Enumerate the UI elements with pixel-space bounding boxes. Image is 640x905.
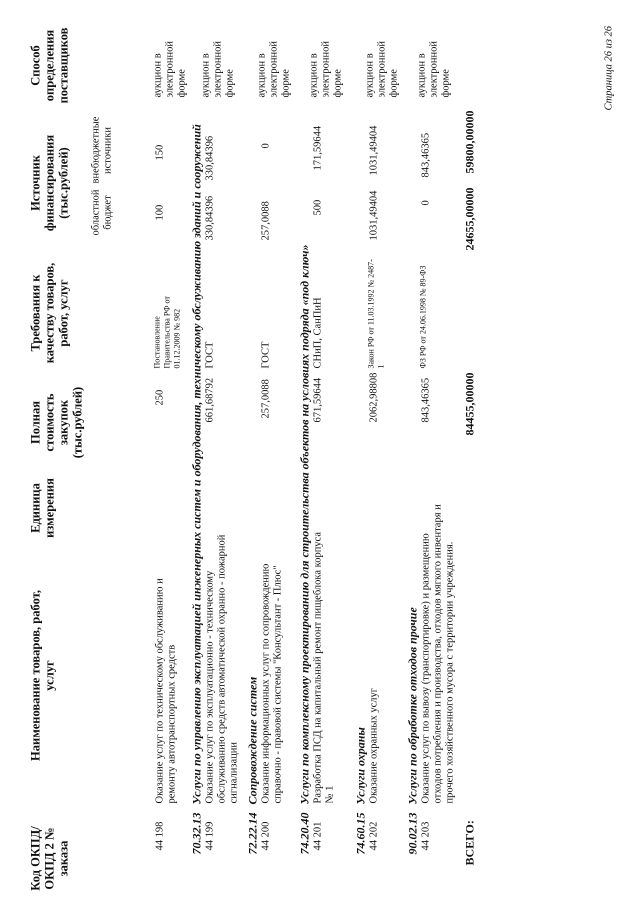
row-code: 44 203 (420, 821, 431, 850)
row-method: аукцион в электронной форме (416, 40, 451, 97)
header-requirements: Требования к качеству товаров, работ, услуг (28, 262, 70, 363)
header-funding-regional: областной бюджет (90, 189, 113, 235)
section-name: Услуги по обработке отходов прочие (405, 606, 419, 804)
row-requirements: ГОСТ (260, 341, 271, 368)
row-cost: 250 (154, 389, 165, 405)
header-code: Код ОКПД/ ОКПД 2 № заказа (28, 825, 70, 891)
row-requirements: ГОСТ (204, 341, 215, 368)
row-cost: 671,59644 (312, 377, 323, 422)
total-extra: 59800,00000 (462, 110, 476, 173)
section-heading (353, 727, 367, 854)
section-code: 74.20.40 (297, 812, 311, 854)
row-extra: 0 (260, 142, 271, 148)
section-code: 90.02.13 (405, 812, 419, 854)
row-extra: 843,46365 (420, 132, 431, 177)
row-regional: 330,84396 (204, 195, 215, 240)
section-name: Услуги по комплексному проектированию для строительства объектов на условиях подряда «под ключ» (297, 244, 311, 804)
row-requirements: Постановление Правительства РФ от 01.12.2009 № 982 (152, 295, 181, 368)
row-method: аукцион в электронной форме (256, 40, 291, 97)
row-cost: 257,0088 (260, 378, 271, 418)
header-method: Способ определения поставщиков (28, 27, 70, 103)
row-name: Оказание охранных услуг (368, 687, 379, 803)
row-requirements: ФЗ РФ от 24.06.1998 № 89-ФЗ (418, 265, 427, 368)
row-cost: 661,68792 (204, 377, 215, 422)
row-regional: 1031,49404 (368, 190, 379, 240)
section-heading (405, 607, 419, 854)
section-code: 72.22.14 (245, 812, 259, 854)
row-method: аукцион в электронной форме (200, 40, 235, 97)
row-extra: 150 (154, 144, 165, 160)
row-method: аукцион в электронной форме (152, 40, 187, 97)
row-name: Оказание информационных услуг по сопровождению справочно - правовой системы "Консультант - Плюс" (260, 563, 283, 803)
row-name: Разработка ПСД на капитальный ремонт пищеблока корпуса № 1 (312, 531, 335, 803)
row-code: 44 199 (204, 821, 215, 850)
header-funding: Источник финансирования (тыс.рублей) (28, 134, 70, 231)
section-name: Услуги по управлению эксплуатацией инженерных систем и оборудования, техническому обслуживанию зданий и сооружений (189, 123, 203, 804)
row-regional: 500 (312, 199, 323, 215)
row-name: Оказание услуг по эксплуатационно - техническому обслуживанию средств автоматической охранно - пожарной сигнализации (204, 534, 239, 803)
row-name: Оказание услуг по техническому обслуживанию и ремонту автотранспортных средств (154, 577, 177, 803)
header-unit: Единица измерения (28, 477, 56, 538)
section-name: Сопровождение систем (245, 676, 259, 804)
row-extra: 1031,49404 (368, 125, 379, 175)
row-requirements: Закон РФ от 11.03.1992 № 2487-1 (366, 258, 385, 368)
page-number: Страница 26 из 26 (603, 25, 614, 110)
row-code: 44 198 (154, 821, 165, 850)
total-regional: 24655,00000 (462, 187, 476, 250)
row-cost: 2062,98808 (368, 372, 379, 422)
section-code: 74.60.15 (353, 812, 367, 854)
row-regional: 100 (154, 204, 165, 220)
row-extra: 330,84396 (204, 135, 215, 180)
header-cost: Полная стоимость закупок (тыс.рублей) (28, 386, 84, 458)
header-name: Наименование товаров, работ, услуг (28, 589, 56, 761)
row-method: аукцион в электронной форме (308, 40, 343, 97)
row-extra: 171,59644 (312, 125, 323, 170)
row-cost: 843,46365 (420, 377, 431, 422)
header-funding-extra: внебюджетные источники (90, 116, 113, 183)
row-regional: 0 (420, 199, 431, 205)
total-label: ВСЕГО: (462, 819, 476, 865)
row-requirements: СНиП, СанПиН (312, 296, 323, 368)
row-code: 44 202 (368, 821, 379, 850)
section-code: 70.32.13 (189, 812, 203, 854)
total-cost: 84455,00000 (462, 372, 476, 435)
row-code: 44 200 (260, 821, 271, 850)
row-method: аукцион в электронной форме (364, 40, 399, 97)
row-code: 44 201 (312, 821, 323, 850)
section-name: Услуги охраны (353, 726, 367, 804)
section-heading (189, 124, 203, 854)
row-regional: 257,0088 (260, 200, 271, 240)
section-heading (297, 244, 311, 854)
row-name: Оказание услуг по вывозу (транспортировке) и размещению отходов потребления и производства, отходов мягкого инвентаря и прочего хозяйственного мусора с территории учреждения. (420, 503, 455, 803)
section-heading (245, 676, 259, 854)
